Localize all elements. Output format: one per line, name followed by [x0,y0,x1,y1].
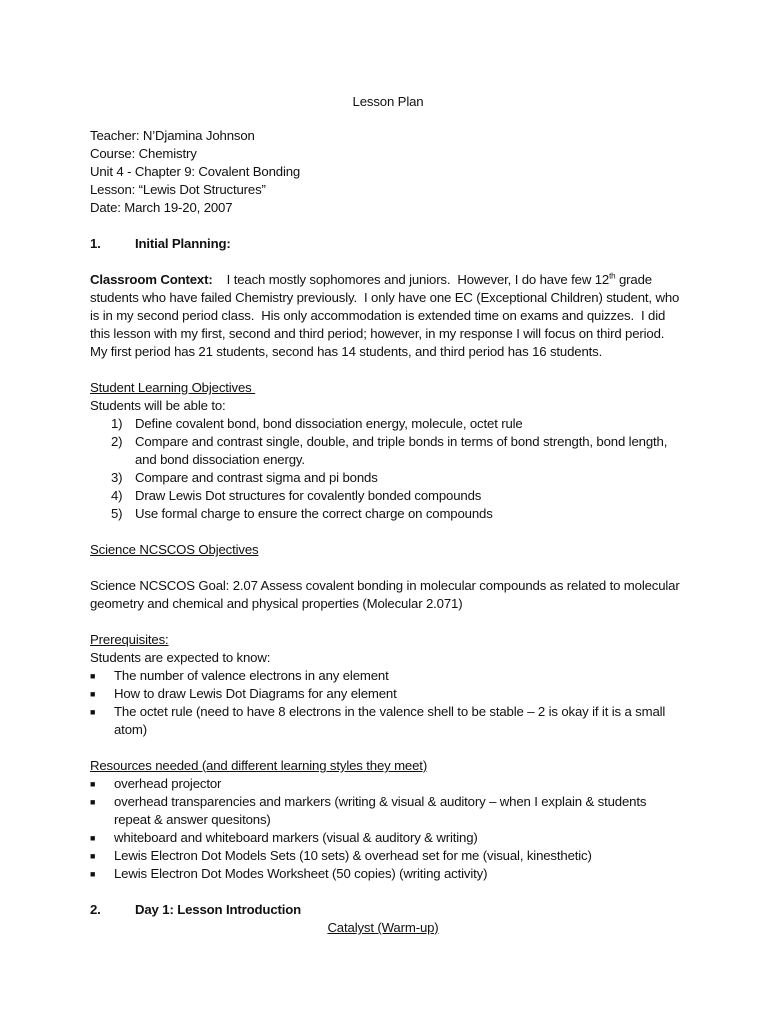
section-number: 1. [90,236,101,251]
ncscos-heading: Science NCSCOS Objectives [90,542,259,557]
item-text: Compare and contrast sigma and pi bonds [135,470,378,485]
item-text: Lewis Electron Dot Modes Worksheet (50 copies) (writing activity) [114,866,488,881]
item-number: 3) [111,470,123,485]
item-number: 4) [111,488,123,503]
context-label: Classroom Context: [90,272,213,287]
list-item [90,487,686,505]
list-item [90,469,686,487]
resources-section [90,757,686,883]
list-item [90,685,686,703]
list-item [90,775,686,793]
course-line: Course: Chemistry [90,146,197,161]
resources-list [90,775,686,883]
prereq-intro: Students are expected to know: [90,650,271,665]
list-item [90,415,686,433]
list-item [90,505,686,523]
context-text-a: I teach mostly sophomores and juniors. However, I do have few 12 [212,272,610,287]
list-item [90,829,686,847]
objectives-heading: Student Learning Objectives [90,380,256,395]
context-text-b: grade students who have failed Chemistry previously. I only have one EC (Exceptional Children) student, who is in my second period class. His only accommodation is extended time on exams and quizzes. I did this lesson with my first, second and third period; however, in my response I will focus on third period. My first period has 21 students, second has 14 students, and third period has 16 students. [90,272,683,359]
item-text: Lewis Electron Dot Models Sets (10 sets) & overhead set for me (visual, kinesthetic) [114,848,592,863]
item-text: Draw Lewis Dot structures for covalently bonded compounds [135,488,482,503]
bullet-icon: ■ [90,689,96,699]
bullet-icon: ■ [90,833,96,843]
catalyst-heading: Catalyst (Warm-up) [327,920,439,935]
item-text: The number of valence electrons in any element [114,668,389,683]
item-number: 5) [111,506,123,521]
objectives-intro: Students will be able to: [90,398,226,413]
list-item [90,703,686,739]
bullet-icon: ■ [90,707,96,717]
unit-line: Unit 4 - Chapter 9: Covalent Bonding [90,164,301,179]
item-text: Compare and contrast single, double, and triple bonds in terms of bond strength, bond length, and bond dissociation energy. [135,434,668,467]
prereq-heading: Prerequisites: [90,632,169,647]
item-text: The octet rule (need to have 8 electrons in the valence shell to be stable – 2 is okay if it is a small atom) [114,704,666,737]
bullet-icon: ■ [90,851,96,861]
section-number: 2. [90,902,101,917]
item-number: 2) [111,434,123,449]
item-text: How to draw Lewis Dot Diagrams for any element [114,686,397,701]
list-item [90,667,686,685]
teacher-line: Teacher: N’Djamina Johnson [90,128,255,143]
page-title: Lesson Plan [352,94,424,109]
list-item [90,433,686,469]
date-line: Date: March 19-20, 2007 [90,200,233,215]
resources-heading: Resources needed (and different learning styles they meet) [90,758,428,773]
ncscos-section [90,541,686,613]
bullet-icon: ■ [90,869,96,879]
section-title: Day 1: Lesson Introduction [135,902,302,917]
lesson-line: Lesson: “Lewis Dot Structures” [90,182,266,197]
item-text: whiteboard and whiteboard markers (visual & auditory & writing) [114,830,478,845]
ncscos-goal: Science NCSCOS Goal: 2.07 Assess covalent bonding in molecular compounds as related to molecular geometry and chemical and physical properties (Molecular 2.071) [90,578,680,611]
item-number: 1) [111,416,123,431]
section-heading-1 [90,235,686,253]
item-text: Use formal charge to ensure the correct charge on compounds [135,506,493,521]
context-sup: th [609,271,616,281]
section-title: Initial Planning: [135,236,231,251]
list-item [90,865,686,883]
objectives-list [90,415,686,523]
bullet-icon: ■ [90,779,96,789]
prereq-section [90,631,686,739]
objectives-section [90,379,686,523]
header-block [90,127,686,217]
prereq-list [90,667,686,739]
list-item [90,847,686,865]
list-item [90,793,686,829]
item-text: Define covalent bond, bond dissociation energy, molecule, octet rule [135,416,523,431]
classroom-context [90,271,686,361]
section-heading-2 [90,901,686,919]
item-text: overhead projector [114,776,222,791]
item-text: overhead transparencies and markers (writing & visual & auditory – when I explain & students repeat & answer quesitons) [114,794,647,827]
bullet-icon: ■ [90,797,96,807]
bullet-icon: ■ [90,671,96,681]
